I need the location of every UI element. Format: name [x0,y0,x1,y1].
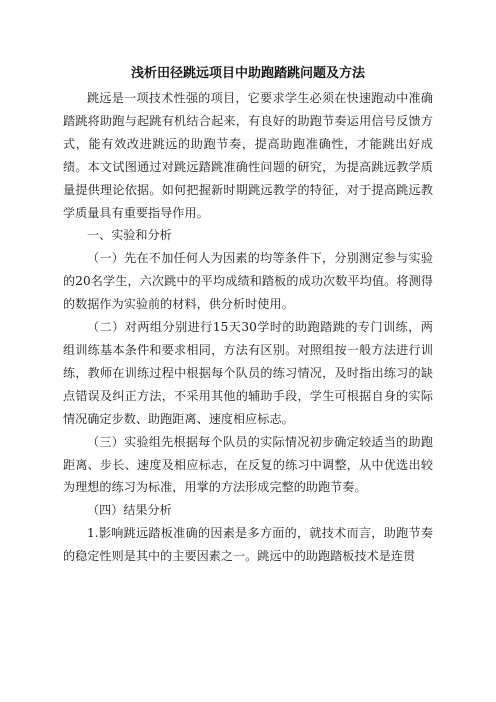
document-title: 浅析田径跳远项目中助跑踏跳问题及方法 [130,66,365,81]
document-body [63,87,433,568]
intro-paragraph: 跳远是一项技术性强的项目，它要求学生必须在快速跑动中准确踏跳将助跑与起跳有机结合起来，有良好的助跑节奏运用信号反馈方式，能有效改进跳远的助跑节奏，提高助跑准确性，才能跳出好成绩。本文试图通过对跳远踏跳准确性问题的研究，为提高跳远教学质量提供理论依据。如何把握新时期跳远教学的特征，对于提高跳远教学质量具有重要指导作用。 [63,91,433,220]
item-2-paragraph: （二）对两组分别进行15天30学时的助跑踏跳的专门训练，两组训练基本条件和要求相同，方法有区别。对照组按一般方法进行训练，教师在训练过程中根据每个队员的练习情况，及时指出练习的缺点错误及纠正方法，不采用其他的辅助手段，学生可根据自身的实际情况确定步数、助跑距离、速度相应标志。 [63,320,433,426]
result-1-paragraph: 1.影响跳远踏板准确的因素是多方面的，就技术而言，助跑节奏的稳定性则是其中的主要因素之一。跳远中的助跑踏板技术是连贯 [63,526,433,564]
item-3-paragraph: （三）实验组先根据每个队员的实际情况初步确定较适当的助跑距离、步长、速度及相应标志，在反复的练习中调整，从中优选出较为理想的练习为标准，用掌的方法形成完整的助跑节奏。 [63,434,433,495]
item-1-paragraph: （一）先在不加任何人为因素的均等条件下，分别测定参与实验的20名学生，六次跳中的平均成绩和踏板的成功次数平均值。将测得的数据作为实验前的材料，供分析时使用。 [63,251,433,312]
item-4-heading: （四）结果分析 [87,503,172,518]
section-heading: 一、实验和分析 [87,228,172,243]
